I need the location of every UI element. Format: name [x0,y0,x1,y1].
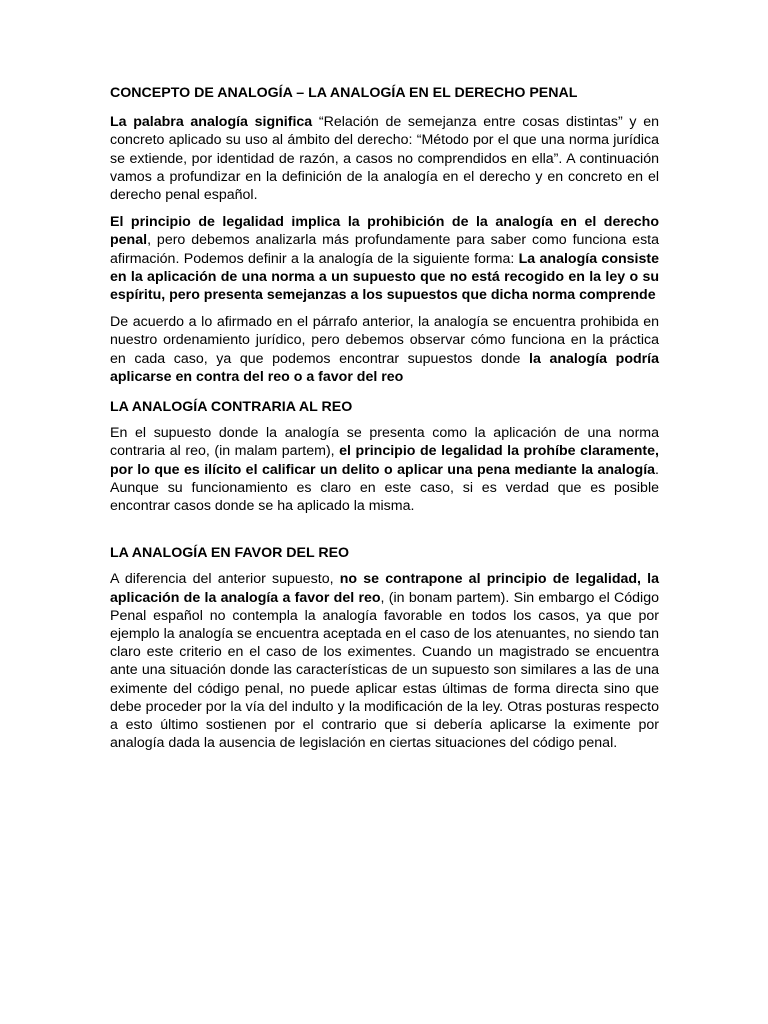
paragraph-favor-reo-text-2: , (in bonam partem). Sin embargo el Código Penal español no contempla la analogía favorable en todos los casos, ya que por ejemplo la analogía se encuentra aceptada en el caso de los atenuantes, no siendo tan claro este criterio en el caso de los eximentes. Cuando un magistrado se encuentra ante una situación donde las características de un supuesto son similares a las de una eximente del código penal, no puede aplicar estas últimas de forma directa sino que debe proceder por la vía del indulto y la modificación de la ley. Otras posturas respecto a esto último sostienen por el contrario que si debería aplicarse la eximente por analogía dada la ausencia de legislación en ciertas situaciones del código penal. [110,589,659,752]
paragraph-legality-bold-1: El principio de legalidad implica la prohibición de la analogía en el derecho penal [110,214,659,249]
paragraph-contra-reo-bold: el principio de legalidad la prohíbe claramente, por lo que es ilícito el calificar un delito o aplicar una pena mediante la analogía [110,443,659,478]
paragraph-prohibition-bold: la analogía podría aplicarse en contra del reo o a favor del reo [110,350,660,385]
section-heading-contra-reo: LA ANALOGÍA CONTRARIA AL REO [110,399,353,416]
paragraph-definition-bold: La palabra analogía significa [110,114,313,131]
paragraph-contra-reo [110,424,659,515]
paragraph-prohibition-text: De acuerdo a lo afirmado en el párrafo anterior, la analogía se encuentra prohibida en nuestro ordenamiento jurídico, pero debemos observar cómo funciona en la práctica en cada caso, ya que podemos encontrar supuestos donde [110,314,659,367]
paragraph-contra-reo-text-2: . Aunque su funcionamiento es claro en este caso, si es verdad que es posible encontrar casos donde se ha aplicado la misma. [110,461,659,515]
section-heading-favor-reo: LA ANALOGÍA EN FAVOR DEL REO [110,545,350,562]
document-page [110,84,659,762]
paragraph-contra-reo-text-1: En el supuesto donde la analogía se presenta como la aplicación de una norma contraria al reo, (in malam partem), [110,425,659,460]
paragraph-legality-principle [110,213,659,304]
document-title: CONCEPTO DE ANALOGÍA – LA ANALOGÍA EN EL DERECHO PENAL [110,85,578,101]
paragraph-favor-reo-text-1: A diferencia del anterior supuesto, [110,571,340,588]
paragraph-legality-text: , pero debemos analizarla más profundamente para saber como funciona esta afirmación. Podemos definir a la analogía de la siguiente forma: [110,232,659,267]
paragraph-definition-text: “Relación de semejanza entre cosas distintas” y en concreto aplicado su uso al ámbito del derecho: “Método por el que una norma jurídica se extiende, por identidad de razón, a casos no comprendidos en ella”. A continuación vamos a profundizar en la definición de la analogía en el derecho y en concreto en el derecho penal español. [110,114,659,204]
paragraph-definition [110,113,659,204]
paragraph-legality-bold-2: La analogía consiste en la aplicación de una norma a un supuesto que no está recogido en la ley o su espíritu, pero presenta semejanzas a los supuestos que dicha norma comprende [110,250,659,304]
paragraph-favor-reo [110,570,659,752]
paragraph-favor-reo-bold: no se contrapone al principio de legalidad, la aplicación de la analogía a favor del reo [110,571,660,606]
paragraph-prohibition [110,313,659,386]
